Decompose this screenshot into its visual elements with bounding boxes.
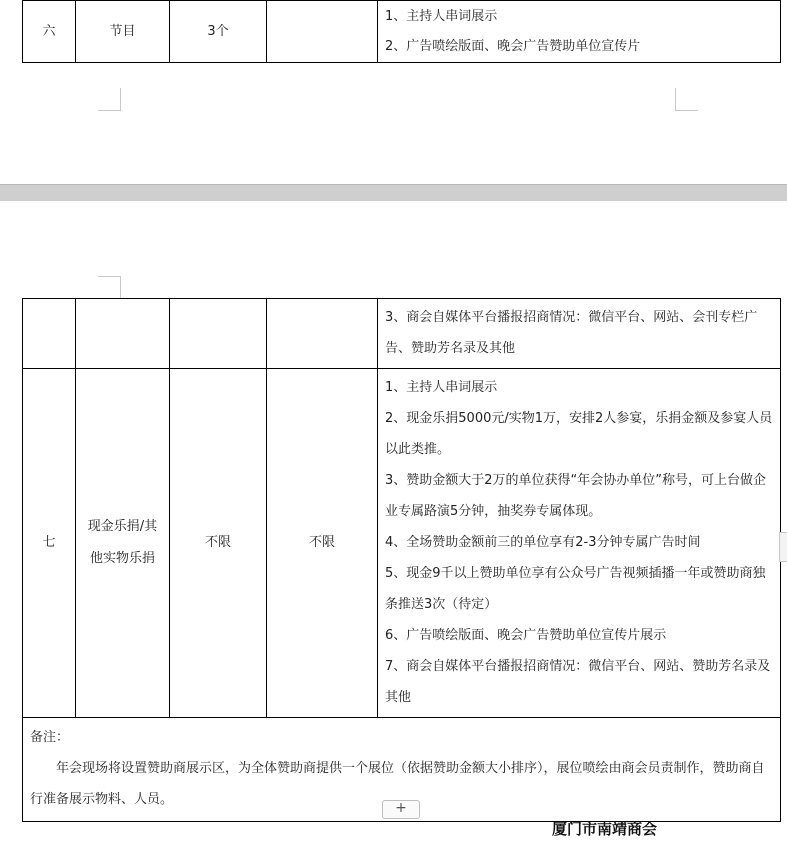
benefits-cell [378, 299, 781, 369]
note-body: 年会现场将设置赞助商展示区，为全体赞助商提供一个展位（依据赞助金额大小排序），展位喷绘由商会员责制作，赞助商自行准备展示物料、人员。 [30, 761, 765, 807]
sponsor-type-cell [76, 369, 170, 718]
benefits-cell [378, 369, 781, 718]
benefits-cell [378, 1, 781, 63]
crop-mark [98, 88, 121, 111]
benefit-item: 2、广告喷绘版面、晚会广告赞助单位宣传片 [385, 38, 641, 54]
amount [267, 1, 378, 63]
benefit-item: 6、广告喷绘版面、晚会广告赞助单位宣传片展示 [385, 628, 667, 643]
benefit-item: 7、商会自媒体平台播报招商情况：微信平台、网站、赞助芳名录及其他 [385, 659, 771, 705]
benefit-item: 5、现金9千以上赞助单位享有公众号广告视频插播一年或赞助商独条推送3次（待定） [385, 566, 766, 612]
sponsor-table-part1 [22, 0, 781, 63]
table-row [23, 1, 781, 63]
page-gap [0, 184, 787, 201]
row-index: 七 [23, 369, 76, 718]
row-index: 六 [23, 1, 76, 63]
note-title: 备注： [30, 730, 70, 745]
benefit-item: 1、主持人串词展示 [385, 380, 498, 395]
sponsor-type: 现金乐捐/其他实物乐捐 [87, 519, 158, 566]
table-row [23, 369, 781, 718]
benefit-item: 4、全场赞助金额前三的单位享有2-3分钟专属广告时间 [385, 535, 701, 550]
table-row [23, 299, 781, 369]
quantity: 3个 [170, 1, 267, 63]
quantity: 不限 [170, 369, 267, 718]
benefit-item: 3、商会自媒体平台播报招商情况：微信平台、网站、会刊专栏广告、赞助芳名录及其他 [385, 310, 758, 356]
add-row-button[interactable]: + [382, 800, 420, 819]
sponsor-type: 节目 [76, 1, 170, 63]
benefit-item: 1、主持人串词展示 [385, 8, 498, 24]
sponsor-table-part2 [22, 298, 781, 822]
benefit-item: 2、现金乐捐5000元/实物1万，安排2人参宴，乐捐金额及参宴人员以此类推。 [385, 411, 773, 457]
document-page-1 [0, 0, 787, 184]
crop-mark [675, 88, 698, 111]
amount: 不限 [267, 369, 378, 718]
benefit-item: 3、赞助金额大于2万的单位获得“年会协办单位”称号，可上台做企业专属路演5分钟，抽奖券专属体现。 [385, 473, 767, 519]
side-scroll-handle[interactable] [779, 532, 787, 562]
signature: 厦门市南靖商会 [552, 820, 658, 838]
crop-mark [98, 276, 121, 299]
